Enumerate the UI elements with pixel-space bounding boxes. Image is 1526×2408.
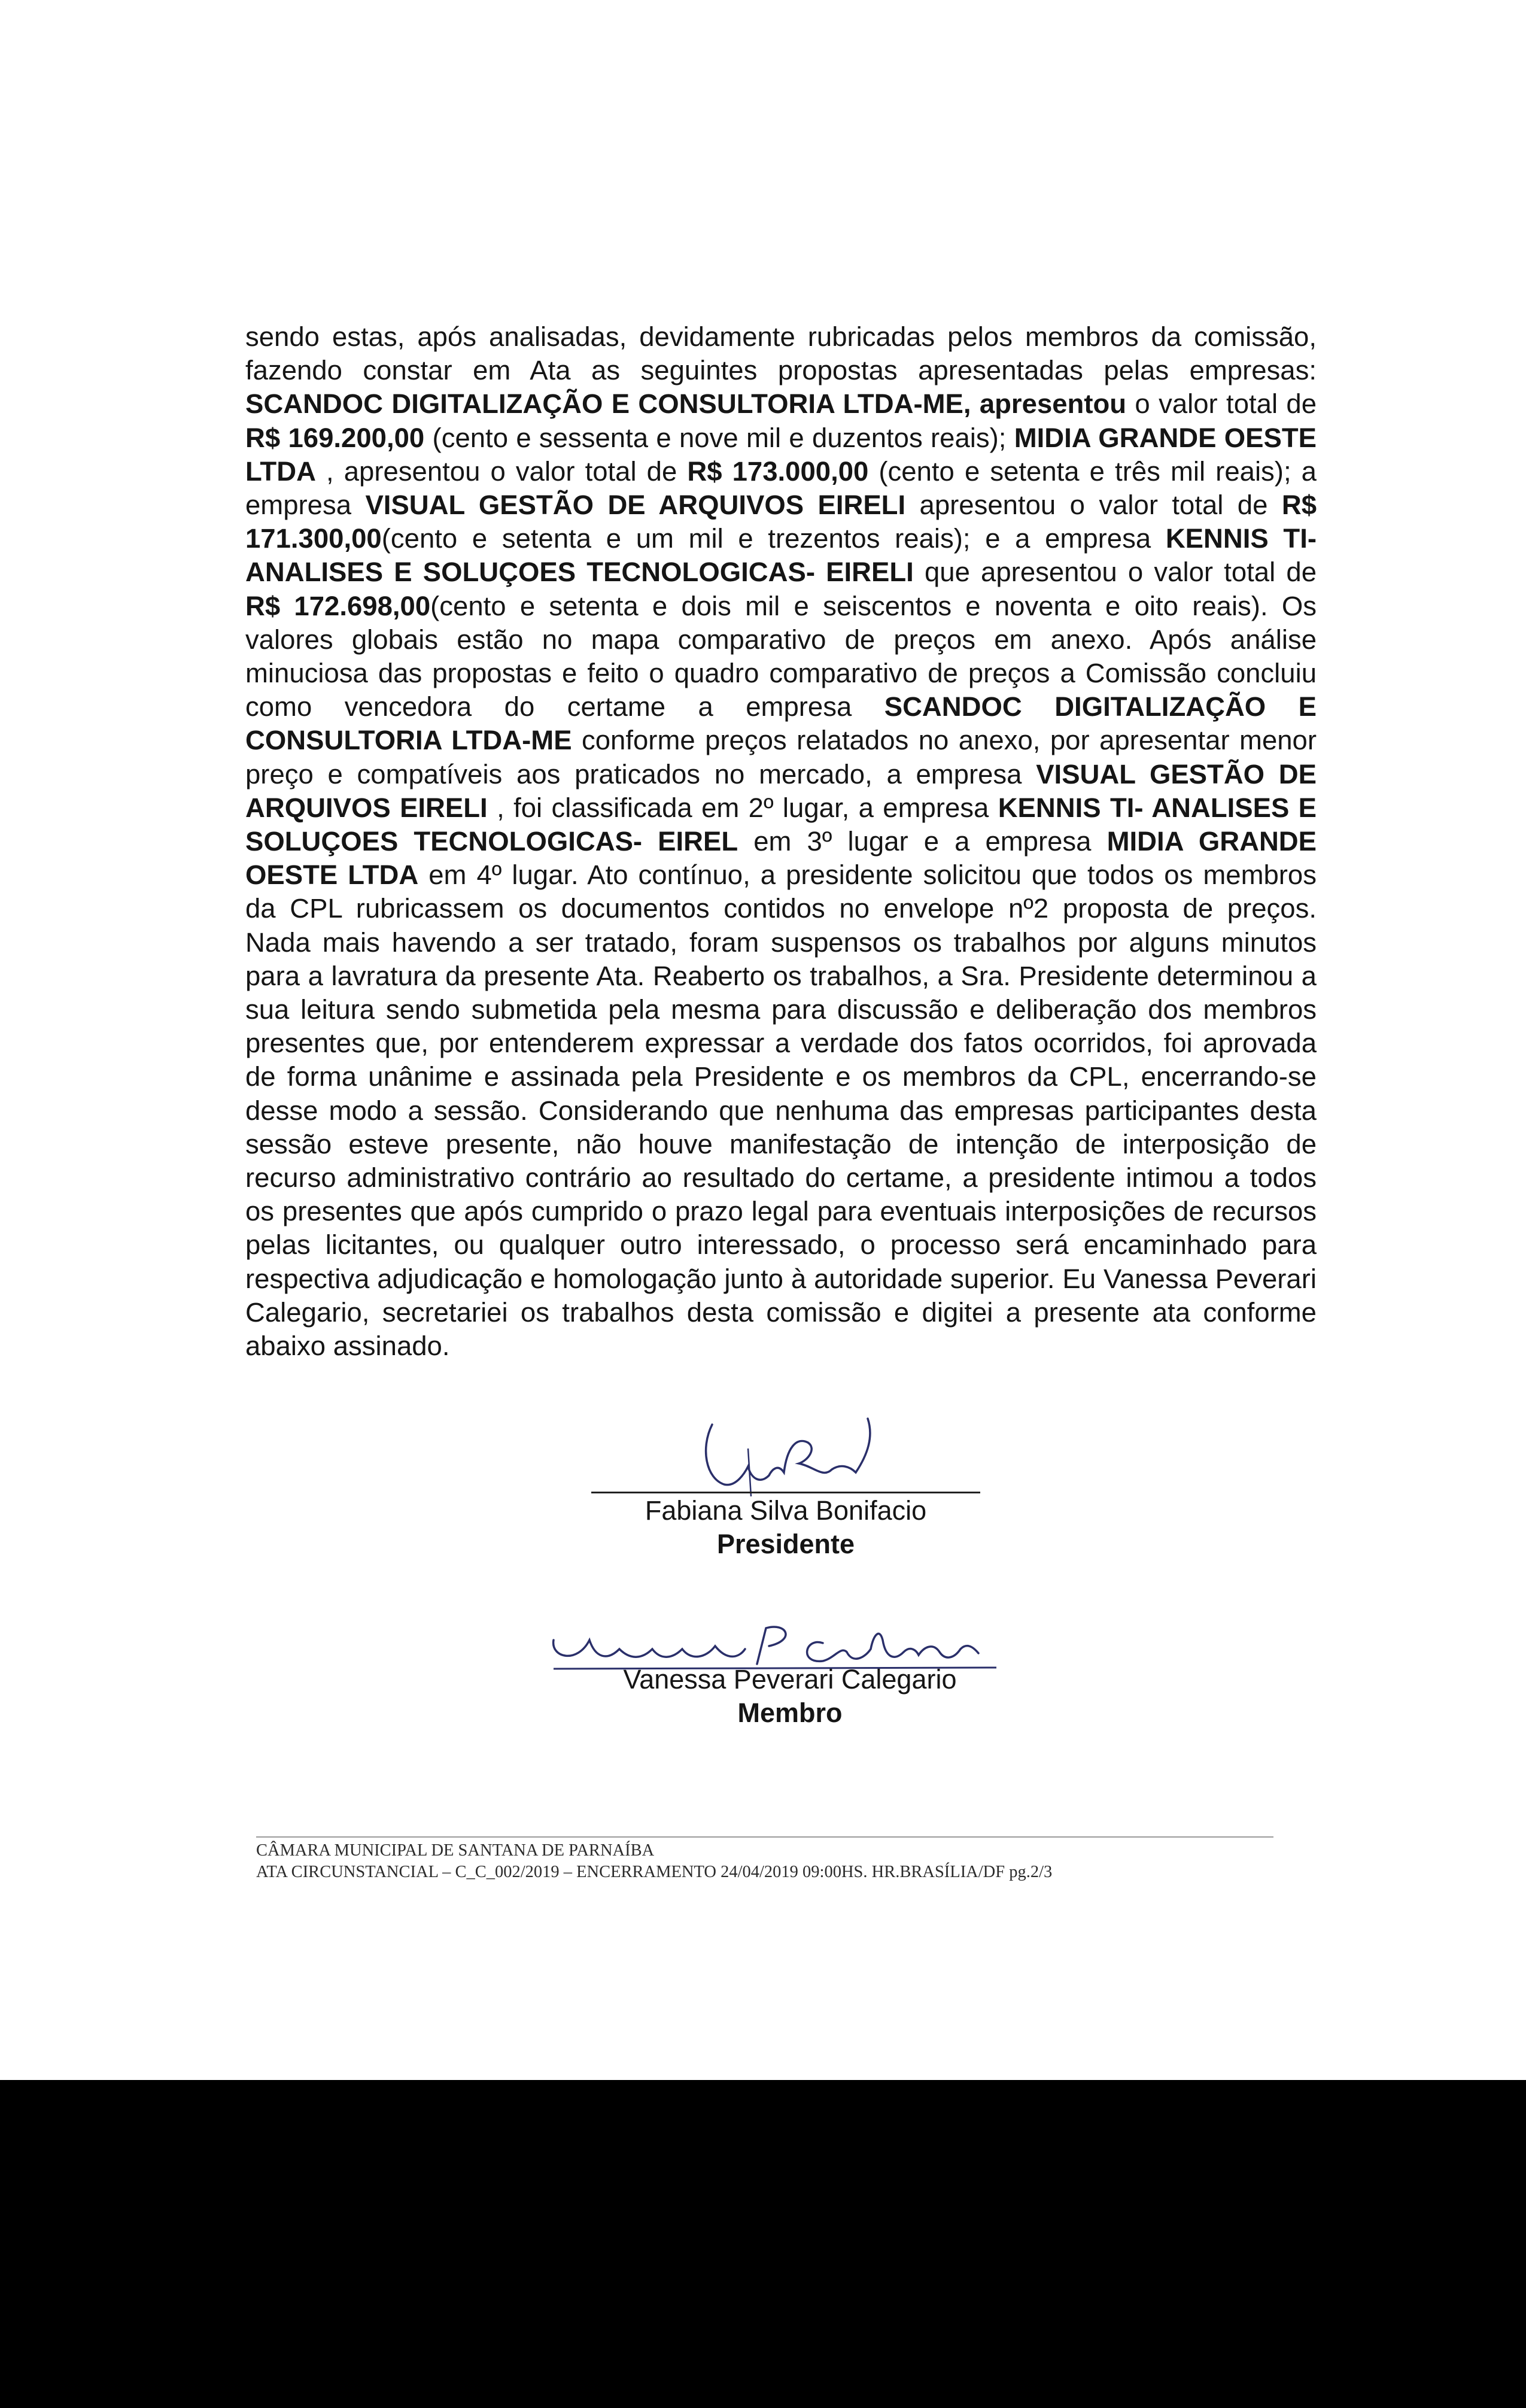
bold-text-segment: R$ 171.300,00 [245,490,1317,554]
bold-text-segment: VISUAL GESTÃO DE ARQUIVOS EIRELI [245,758,1317,823]
bold-text-segment: VISUAL GESTÃO DE ARQUIVOS EIRELI [365,490,906,521]
text-segment: (cento e sessenta e nove mil e duzentos reais); [424,422,1014,453]
minutes-body-text [245,320,1317,1363]
bold-text-segment: SCANDOC DIGITALIZAÇÃO E CONSULTORIA LTDA-ME [245,691,1317,756]
president-signature-scribble [688,1413,886,1502]
president-name: Fabiana Silva Bonifacio [645,1495,927,1526]
text-segment: em 4º lugar. Ato contínuo, a presidente solicitou que todos os membros da CPL rubricassem os documentos contidos no envelope nº2 proposta de preços. Nada mais havendo a ser tratado, foram suspensos os trabalhos por alguns minutos para a lavratura da presente Ata. Reaberto os trabalhos, a Sra. Presidente determinou a sua leitura sendo submetida pela mesma para discussão e deliberação dos membros presentes que, por entenderem expressar a verdade dos fatos ocorridos, foi aprovada de forma unânime e assinada pela Presidente e os membros da CPL, encerrando-se desse modo a sessão. Considerando que nenhuma das empresas participantes desta sessão esteve presente, não houve manifestação de intenção de interposição de recurso administrativo contrário ao resultado do certame, a presidente intimou a todos os presentes que após cumprido o prazo legal para eventuais interposições de recursos pelas licitantes, ou qualquer outro interessado, o processo será encaminhado para respectiva adjudicação e homologação junto à autoridade superior. Eu Vanessa Peverari Calegario, secretariei os trabalhos desta comissão e digitei a presente ata conforme abaixo assinado. [245,860,1317,1362]
page-footer [256,1840,1052,1883]
text-segment: que apresentou o valor total de [913,557,1317,588]
bold-text-segment: MIDIA GRANDE OESTE LTDA [245,826,1317,891]
scan-black-border [0,2080,1526,2408]
bold-text-segment: R$ 169.200,00 [245,422,425,453]
bold-text-segment: MIDIA GRANDE OESTE LTDA [245,422,1317,487]
bold-text-segment: R$ 173.000,00 [687,456,869,487]
text-segment: conforme preços relatados no anexo, por apresentar menor preço e compatíveis aos praticados no mercado, a empresa [245,725,1317,789]
text-segment: apresentou o valor total de [905,490,1282,521]
text-segment: em 3º lugar e a empresa [738,826,1107,857]
text-segment: (cento e setenta e três mil reais); a empresa [245,456,1317,521]
footer-institution: CÂMARA MUNICIPAL DE SANTANA DE PARNAÍBA [256,1841,655,1860]
president-role: Presidente [716,1529,855,1559]
member-name: Vanessa Peverari Calegario [623,1664,957,1695]
president-signature-block [591,1494,980,1561]
bold-text-segment: R$ 172.698,00 [245,590,431,621]
text-segment: sendo estas, após analisadas, devidamente rubricadas pelos membros da comissão, fazendo constar em Ata as seguintes propostas apresentadas pelas empresas: [245,321,1317,386]
footer-document-ref: ATA CIRCUNSTANCIAL – C_C_002/2019 – ENCERRAMENTO 24/04/2019 09:00HS. HR.BRASÍLIA/DF pg.2/3 [256,1863,1053,1881]
text-segment: , apresentou o valor total de [315,456,688,487]
footer-divider [256,1836,1273,1838]
text-segment: o valor total de [1126,388,1317,420]
text-segment: , foi classificada em 2º lugar, a empresa [487,792,998,823]
bold-text-segment: KENNIS TI- ANALISES E SOLUÇOES TECNOLOGICAS- EIREL [245,792,1317,857]
text-segment: (cento e setenta e dois mil e seiscentos e noventa e oito reais). Os valores globais estão no mapa comparativo de preços em anexo. Após análise minuciosa das propostas e feito o quadro comparativo de preços a Comissão concluiu como vencedora do certame a empresa [245,590,1317,722]
member-role: Membro [737,1698,843,1728]
president-signature-line [591,1492,980,1493]
member-signature-block [574,1663,1005,1730]
bold-text-segment: SCANDOC DIGITALIZAÇÃO E CONSULTORIA LTDA-ME, apresentou [245,388,1127,420]
text-segment: (cento e setenta e um mil e trezentos reais); e a empresa [381,523,1166,554]
bold-text-segment: KENNIS TI- ANALISES E SOLUÇOES TECNOLOGICAS- EIRELI [245,523,1317,588]
